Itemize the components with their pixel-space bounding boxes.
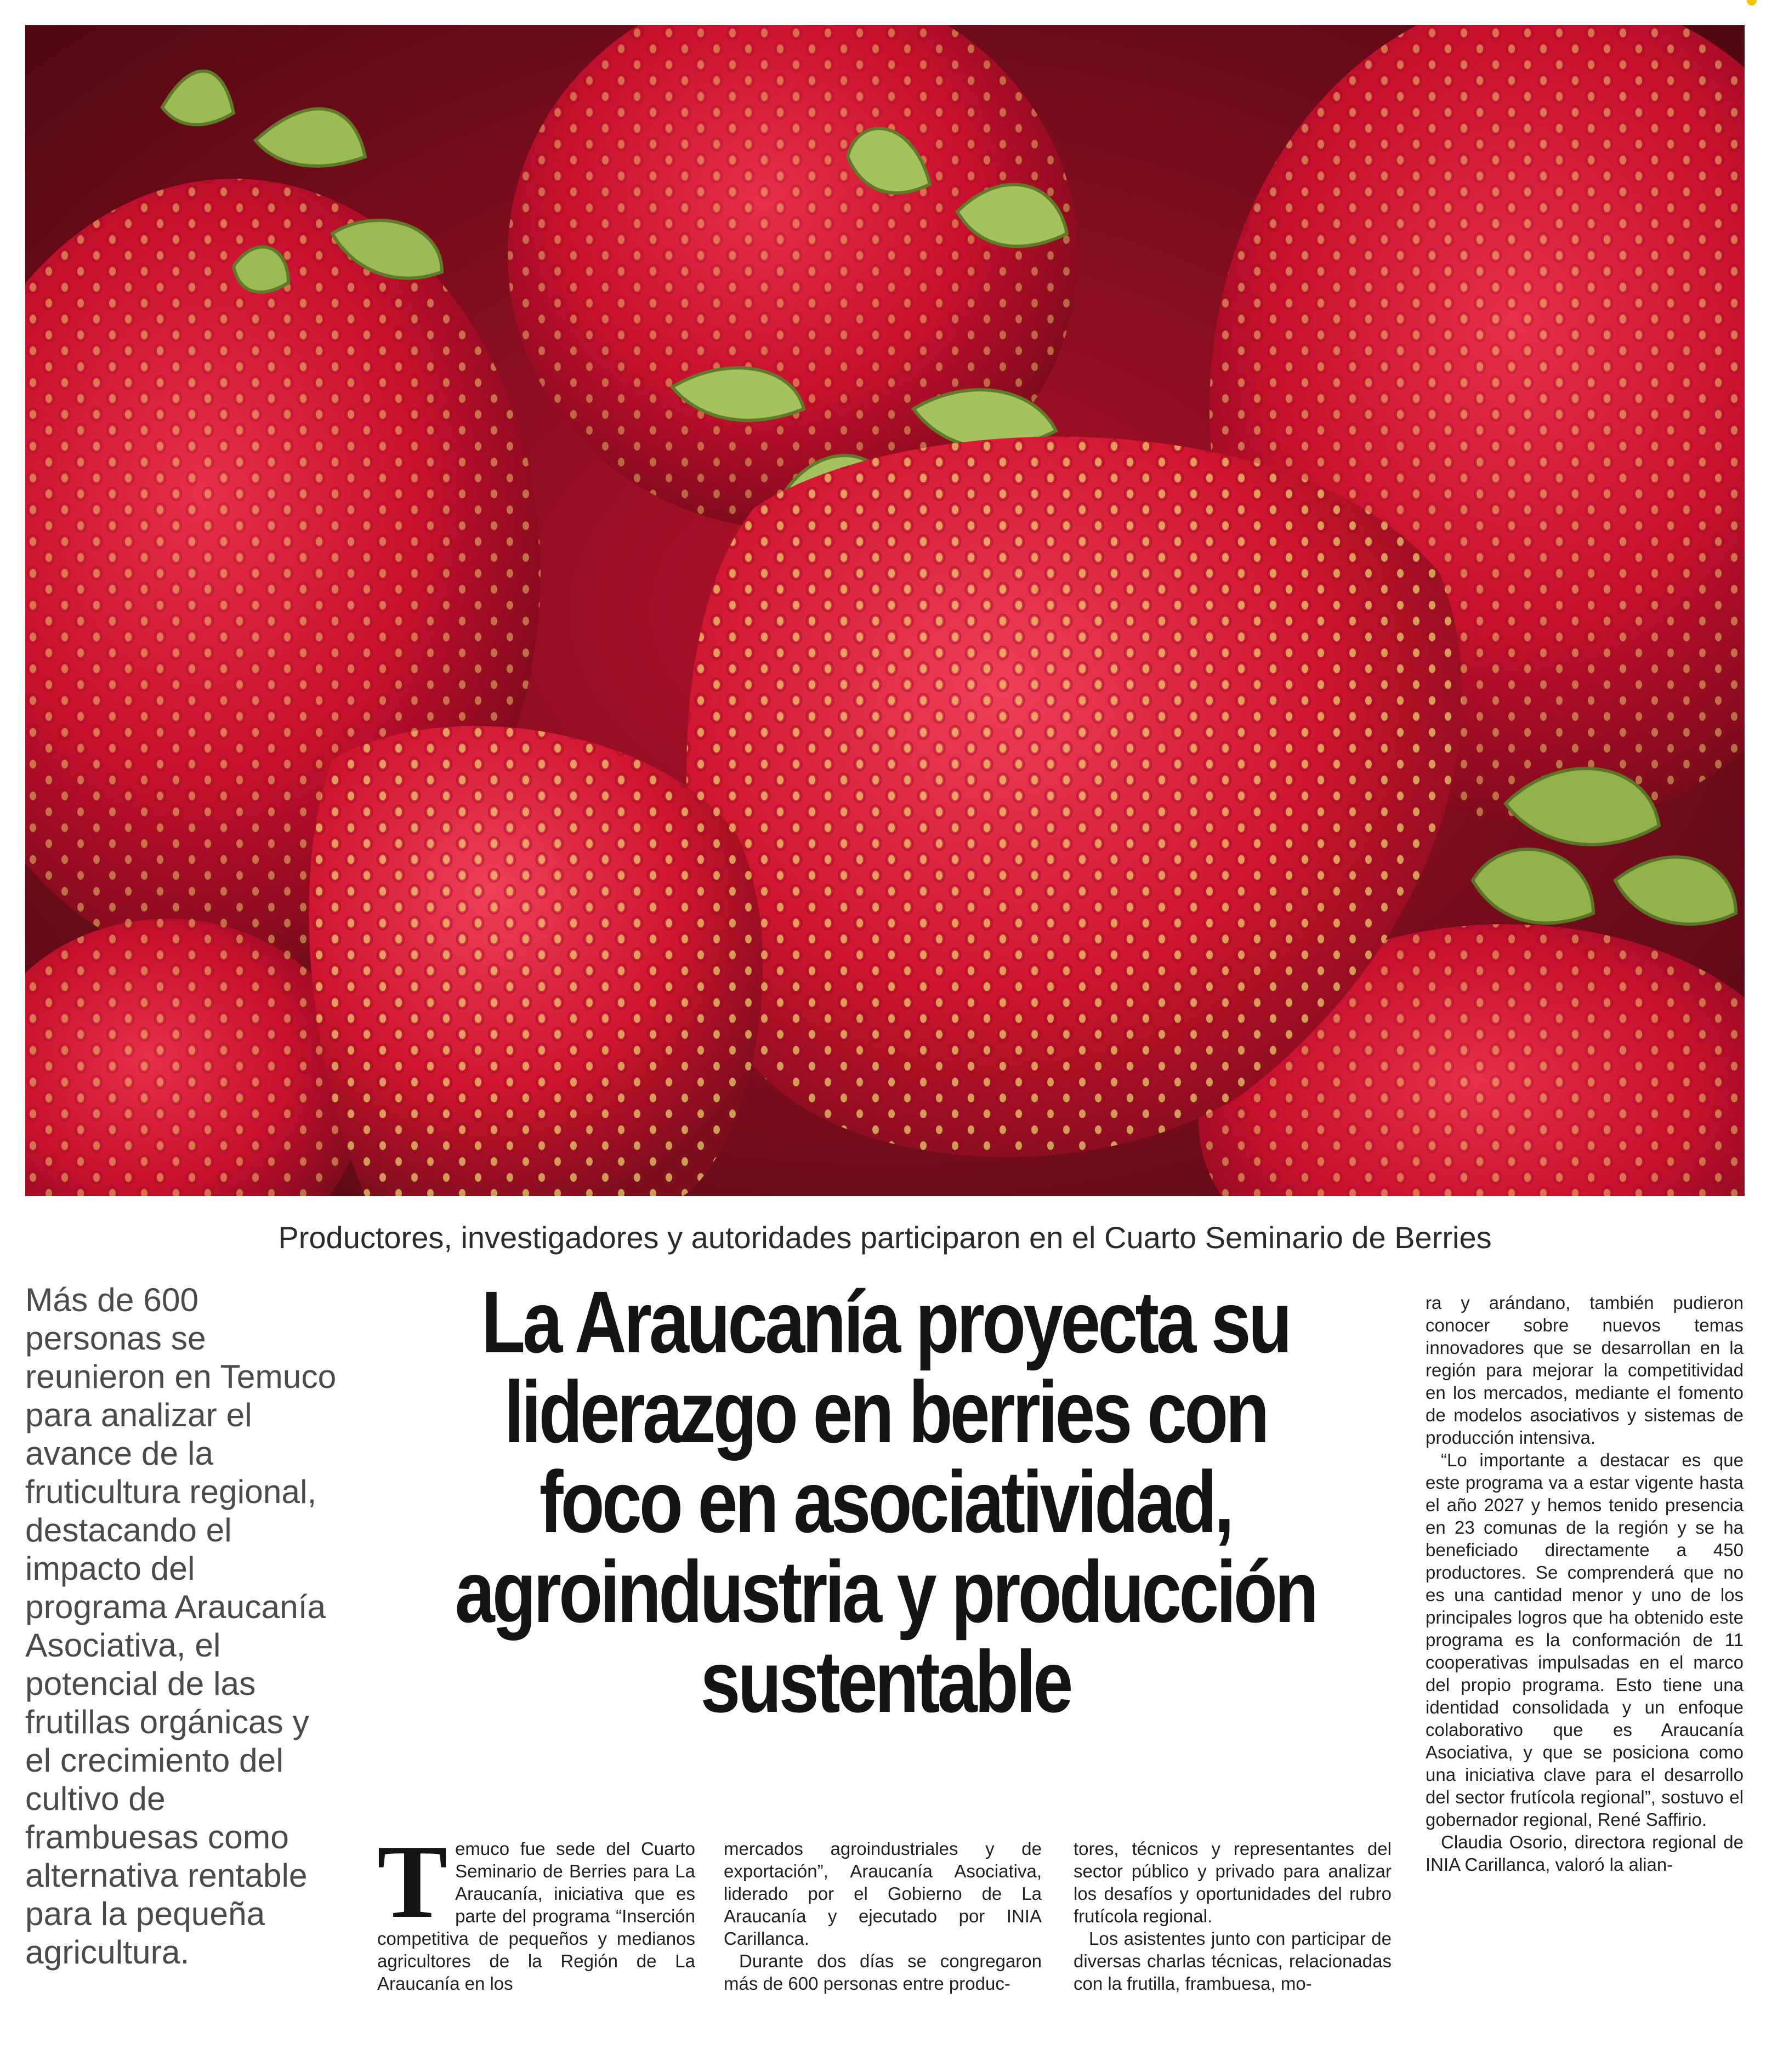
article-deck: Más de 600 personas se reunieron en Temuco para analizar el avance de la fruticultura regional, destacando el impacto del programa Araucanía Asociativa, el potencial de las frutillas orgánicas y el crecimiento del cultivo de frambuesas como alternativa rentable para la pequeña agricultura. xyxy=(25,1281,337,1971)
article-paragraph: ra y arándano, también pudieron conocer sobre nuevos temas innovadores que se desarrollan en la región para mejorar la competitividad en los mercados, mediante el fomento de modelos asociativos y sistemas de producción intensiva. xyxy=(1426,1293,1744,1448)
article-column-3 xyxy=(1074,1837,1392,1995)
article-column-2 xyxy=(724,1837,1042,1995)
photo-caption: Productores, investigadores y autoridades participaron en el Cuarto Seminario de Berries xyxy=(278,1220,1492,1255)
article-paragraph: Claudia Osorio, directora regional de INIA Carillanca, valoró la alian- xyxy=(1426,1832,1744,1875)
article-paragraph: Durante dos días se congregaron más de 600 personas entre produc- xyxy=(724,1951,1042,1994)
article-paragraph: tores, técnicos y representantes del sector público y privado para analizar los desafíos y oportunidades del rubro frutícola regional. xyxy=(1074,1838,1392,1926)
dropcap: T xyxy=(377,1823,448,1940)
strawberries-illustration xyxy=(25,25,1745,1196)
article-paragraph: “Lo importante a destacar es que este programa va a estar vigente hasta el año 2027 y hemos tenido presencia en 23 comunas de la región y se ha beneficiado directamente a 450 productores. Se comprenderá que no es una cantidad menor y uno de los principales logros que ha obtenido este programa es la conformación de 11 cooperativas impulsadas en el marco del propio programa. Esto tiene una identidad consolidada y un enfoque colaborativo que es Araucanía Asociativa, y que se posiciona como una iniciativa clave para el desarrollo del sector frutícola regional”, sostuvo el gobernador regional, René Saffirio. xyxy=(1426,1450,1744,1830)
article-paragraph: Los asistentes junto con participar de diversas charlas técnicas, relacionadas con la frutilla, frambuesa, mo- xyxy=(1074,1928,1392,1994)
article-column-4 xyxy=(1426,1291,1744,1876)
page-accent-mark xyxy=(1747,0,1757,5)
strawberries-photo xyxy=(25,25,1745,1196)
article-column-1 xyxy=(377,1823,695,1995)
article-paragraph: emuco fue sede del Cuarto Seminario de Berries para La Araucanía, iniciativa que es parte del programa “Inserción competitiva de pequeños y medianos agricultores de la Región de La Araucanía en los xyxy=(377,1838,695,1994)
article-paragraph: mercados agroindustriales y de exportación”, Araucanía Asociativa, liderado por el Gobierno de La Araucanía y ejecutado por INIA Carillanca. xyxy=(724,1838,1042,1949)
article-headline: La Araucanía proyecta su liderazgo en berries con foco en asociatividad, agroindustria y producción sustentable xyxy=(455,1273,1316,1731)
